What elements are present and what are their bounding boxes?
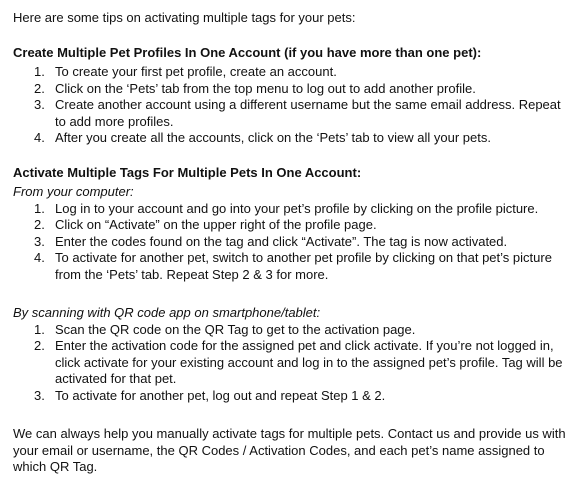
section-create-profiles: [13, 45, 575, 147]
step-text: Click on “Activate” on the upper right of the profile page.: [55, 217, 377, 232]
step-number: 2.: [34, 217, 45, 232]
section-subheading: From your computer:: [13, 184, 134, 199]
intro-text: Here are some tips on activating multiple tags for your pets:: [13, 10, 356, 25]
footer-text: We can always help you manually activate tags for multiple pets. Contact us and provide us with your email or username, the QR Codes / Activation Codes, and each pet’s name assigned to which QR Tag.: [13, 426, 566, 474]
step-number: 4.: [34, 130, 45, 145]
document: [13, 10, 575, 476]
step-number: 2.: [34, 80, 45, 96]
step-text: Enter the codes found on the tag and click “Activate”. The tag is now activated.: [55, 233, 508, 249]
list-item: [13, 234, 575, 251]
section-subheading: By scanning with QR code app on smartphone/tablet:: [13, 305, 321, 320]
step-text: To activate for another pet, switch to another pet profile by clicking on that pet’s picture from the ‘Pets’ tab. Repeat Step 2 & 3 for more.: [55, 250, 552, 282]
step-number: 4.: [34, 250, 45, 265]
step-text: Log in to your account and go into your pet’s profile by clicking on the profile picture.: [55, 200, 539, 216]
list-item: [13, 338, 575, 388]
step-text: To create your first pet profile, create an account.: [55, 64, 337, 79]
step-text: Scan the QR code on the QR Tag to get to the activation page.: [55, 321, 416, 337]
step-text: To activate for another pet, log out and repeat Step 1 & 2.: [55, 387, 386, 403]
list-item: [13, 217, 575, 234]
list-item: [13, 64, 575, 81]
list-item: [13, 322, 575, 339]
section-heading: Create Multiple Pet Profiles In One Account (if you have more than one pet):: [13, 44, 482, 60]
list-item: [13, 97, 575, 130]
step-text: Click on the ‘Pets’ tab from the top menu to log out to add another profile.: [55, 80, 476, 96]
step-number: 3.: [34, 233, 45, 249]
section-heading: Activate Multiple Tags For Multiple Pets In One Account:: [13, 164, 362, 180]
steps-list: [13, 201, 575, 284]
step-text: After you create all the accounts, click on the ‘Pets’ tab to view all your pets.: [55, 130, 491, 145]
list-item: [13, 250, 575, 283]
step-number: 1.: [34, 200, 45, 216]
list-item: [13, 388, 575, 405]
steps-list: [13, 322, 575, 405]
step-number: 2.: [34, 338, 45, 353]
step-number: 3.: [34, 387, 45, 403]
list-item: [13, 81, 575, 98]
step-number: 1.: [34, 64, 45, 79]
section-activate-computer: [13, 165, 575, 284]
step-number: 1.: [34, 321, 45, 337]
list-item: [13, 130, 575, 147]
step-text: Enter the activation code for the assigned pet and click activate. If you’re not logged in, click activate for your existing account and log in to the assigned pet’s profile. Tag will be activated for that pet.: [55, 338, 563, 386]
steps-list: [13, 64, 575, 147]
list-item: [13, 201, 575, 218]
step-text: Create another account using a different username but the same email address. Repeat to add more profiles.: [55, 97, 561, 129]
step-number: 3.: [34, 97, 45, 112]
section-activate-qr: [13, 305, 575, 404]
